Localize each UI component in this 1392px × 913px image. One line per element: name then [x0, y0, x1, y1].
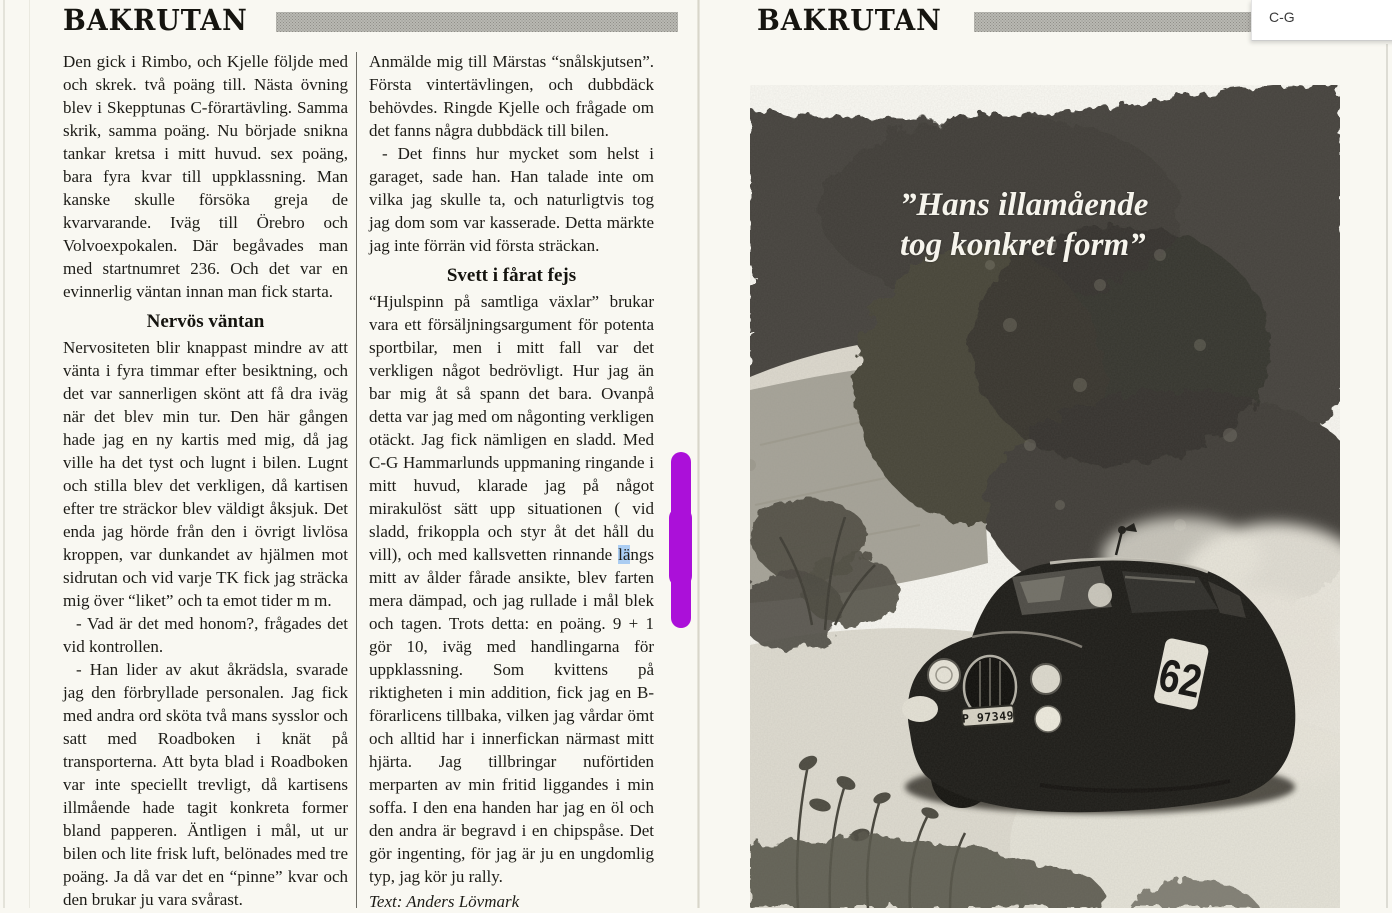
pull-quote-line1: ”Hans illamående	[900, 187, 1149, 223]
author-credit: Text: Anders Lövmark	[369, 892, 520, 911]
autocomplete-popup[interactable]	[1251, 0, 1392, 41]
article-paragraph: Nervositeten blir knappast mindre av att vänta i fyra timmar efter besiktning, och det var sannerligen skönt att få dra iväg när det blev min tur. Den här gången hade jag en ny kartis med mig, då jag ville ha det tyst och lugnt i bilen. Lugnt och stilla blev det verkligen, då kartisen efter tre sträckor blev väldigt åksjuk. Det enda jag hörde från den i övrigt livlösa kroppen, var dunkandet av hjälmen mot sidrutan och vid varje TK fick jag sträcka mig över “liket” och ta emot tider m m.	[63, 338, 348, 610]
section-heading: Nervös väntan	[146, 311, 265, 332]
article-column-2	[369, 50, 654, 913]
paragraph-text: ngs mitt av ålder fårade ansikte, blev farten mera dämpad, och jag rullade i mål blek och tagen. Trots detta: en poäng. 9 + 1 gör 10, iväg med handlingarna för uppklassning. Som kvittens på riktigheten i min addition, fick jag en B-förarlicens tillbaka, vilken jag vårdar ömt och alltid har i innerfickan närmast mitt hjärta. Jag tillbringar nuförtiden merparten av min fritid liggandes i min soffa. I den ena handen har jag en öl och den andra är begravd i en chipspåse. Det gör ingenting, för jag är ju en ungdomlig typ, jag kör ju rally.	[369, 545, 654, 886]
magazine-title: BAKRUTAN	[63, 3, 248, 37]
photo-pull-quote	[900, 185, 1210, 265]
scan-artifact-line	[3, 0, 5, 908]
article-paragraph: - Det finns hur mycket som helst i garaget, sade han. Han talade inte om vilka jag skulle ta, och naturligtvis tog jag dom som var kasserade. Detta märkte jag inte förrän vid första sträckan.	[369, 144, 654, 255]
text-selection: lä	[618, 545, 631, 564]
magazine-title: BAKRUTAN	[757, 3, 942, 37]
paragraph-text: “Hjulspinn på samtliga växlar” brukar vara ett försäljningsargument för potenta sportbilar, men i mitt fall var det verkligen något bedrövligt. Hur jag än bar mig åt så spann det bara. Ovanpå detta var jag med om någonting verkligen otäckt. Jag fick nämligen en sladd. Med C-G Hammarlunds uppmaning ringande i mitt huvud, klarade jag på något mirakulöst sätt upp situationen ( vid sladd, frikoppla och styr åt det håll du vill), och med kallsvetten rinnande	[369, 292, 654, 564]
autocomplete-suggestion[interactable]: C-G	[1269, 9, 1295, 25]
masthead-right	[757, 3, 1324, 37]
masthead-left	[63, 3, 678, 37]
section-heading: Svett i fårat fejs	[446, 265, 577, 286]
pull-quote-line2: tog konkret form”	[900, 227, 1146, 263]
page-edge-line	[1386, 44, 1388, 908]
article-column-1	[63, 50, 348, 911]
article-paragraph: Den gick i Rimbo, och Kjelle följde med och skrek. två poäng till. Nästa övning blev i Skepptunas C-förartävling. Samma skrik, samma poäng. Nu började snikna tankar kretsa i mitt huvud. sex poäng, bara fyra kvar till uppklassning. Man kanske skulle försöka greja de kvarvarande. Iväg till Örebro och Volvoexpokalen. Där begåvades man med startnumret 236. Och det var en evinnerlig väntan innan man fick starta.	[63, 52, 348, 301]
article-paragraph	[369, 290, 654, 888]
halftone-bar	[276, 12, 678, 32]
rally-photo	[750, 85, 1340, 908]
column-divider	[356, 52, 357, 908]
article-paragraph: Anmälde mig till Märstas “snålskjutsen”. Första vintertävlingen, och dubbdäck behövdes. Ringde Kjelle och frågade om det fanns några dubbdäck till bilen.	[369, 52, 654, 140]
article-paragraph: - Han lider av akut åkrädsla, svarade jag den förbryllade personalen. Jag fick med andra ord sköta två mans sysslor och satt med Roadboken i knät på transporterna. Att byta blad i Roadboken var inte speciellt trevligt, då kartisens illmående hade tagit konkreta former bland papperen. Äntligen i mål, ut ur bilen och lite frisk luft, belönades med tre poäng. Ja då var det en “pinne” kvar och den brukar ju vara svårast.	[63, 660, 348, 909]
scan-artifact-line	[29, 0, 30, 908]
highlight-marker	[671, 452, 691, 628]
page-gutter	[697, 0, 700, 908]
article-paragraph: - Vad är det med honom?, frågades det vid kontrollen.	[63, 614, 348, 656]
